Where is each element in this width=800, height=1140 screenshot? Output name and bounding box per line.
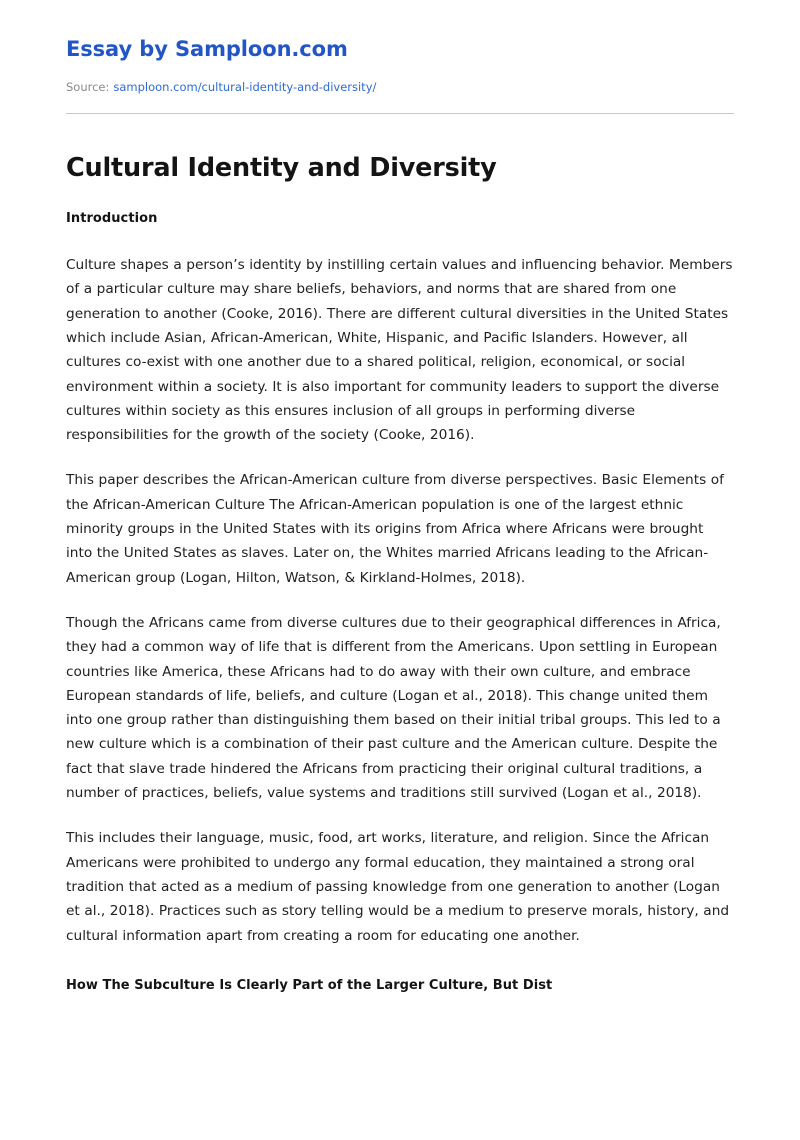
source-line (66, 81, 734, 95)
site-brand-title: Essay by Samploon.com (66, 37, 348, 61)
source-label: Source: (66, 80, 110, 95)
body-paragraph: Though the Africans came from diverse cultures due to their geographical differences in Africa, they had a common way of life that is different from the Americans. Upon settling in European countries like America, these Africans had to do away with their own culture, and embrace European standards of life, beliefs, and culture (Logan et al., 2018). This change united them into one group rather than distinguishing them based on their initial tribal groups. This led to a new culture which is a combination of their past culture and the American culture. Despite the fact that slave trade hindered the Africans from practicing their original cultural traditions, a number of practices, beliefs, value systems and traditions still survived (Logan et al., 2018). (66, 614, 721, 802)
body-paragraph: This paper describes the African-American culture from diverse perspectives. Basic Elements of the African-American Culture The African-American population is one of the largest ethnic minority groups in the United States with its origins from Africa where Africans were brought into the United States as slaves. Later on, the Whites married Africans leading to the African-American group (Logan, Hilton, Watson, & Kirkland-Holmes, 2018). (66, 472, 724, 586)
body-paragraph: This includes their language, music, food, art works, literature, and religion. Since the African Americans were prohibited to undergo any formal education, they maintained a strong oral tradition that acted as a medium of passing knowledge from one generation to another (Logan et al., 2018). Practices such as story telling would be a medium to preserve morals, history, and cultural information apart from creating a room for educating one another. (66, 830, 730, 944)
section-heading-introduction: Introduction (66, 211, 158, 227)
page-content (66, 0, 734, 995)
masthead (66, 0, 734, 114)
section-heading-subculture: How The Subculture Is Clearly Part of the Larger Culture, But Dist (66, 977, 553, 993)
page-title: Cultural Identity and Diversity (66, 152, 497, 183)
body-paragraph: Culture shapes a person’s identity by instilling certain values and influencing behavior. Members of a particular culture may share beliefs, behaviors, and norms that are shared from one generation to another (Cooke, 2016). There are different cultural diversities in the United States which include Asian, African-American, White, Hispanic, and Pacific Islanders. However, all cultures co-exist with one another due to a shared political, religion, economical, or social environment within a society. It is also important for community leaders to support the diverse cultures within society as this ensures inclusion of all groups in performing diverse responsibilities for the growth of the society (Cooke, 2016). (66, 257, 733, 444)
source-url-link[interactable]: samploon.com/cultural-identity-and-diversity/ (113, 80, 377, 95)
